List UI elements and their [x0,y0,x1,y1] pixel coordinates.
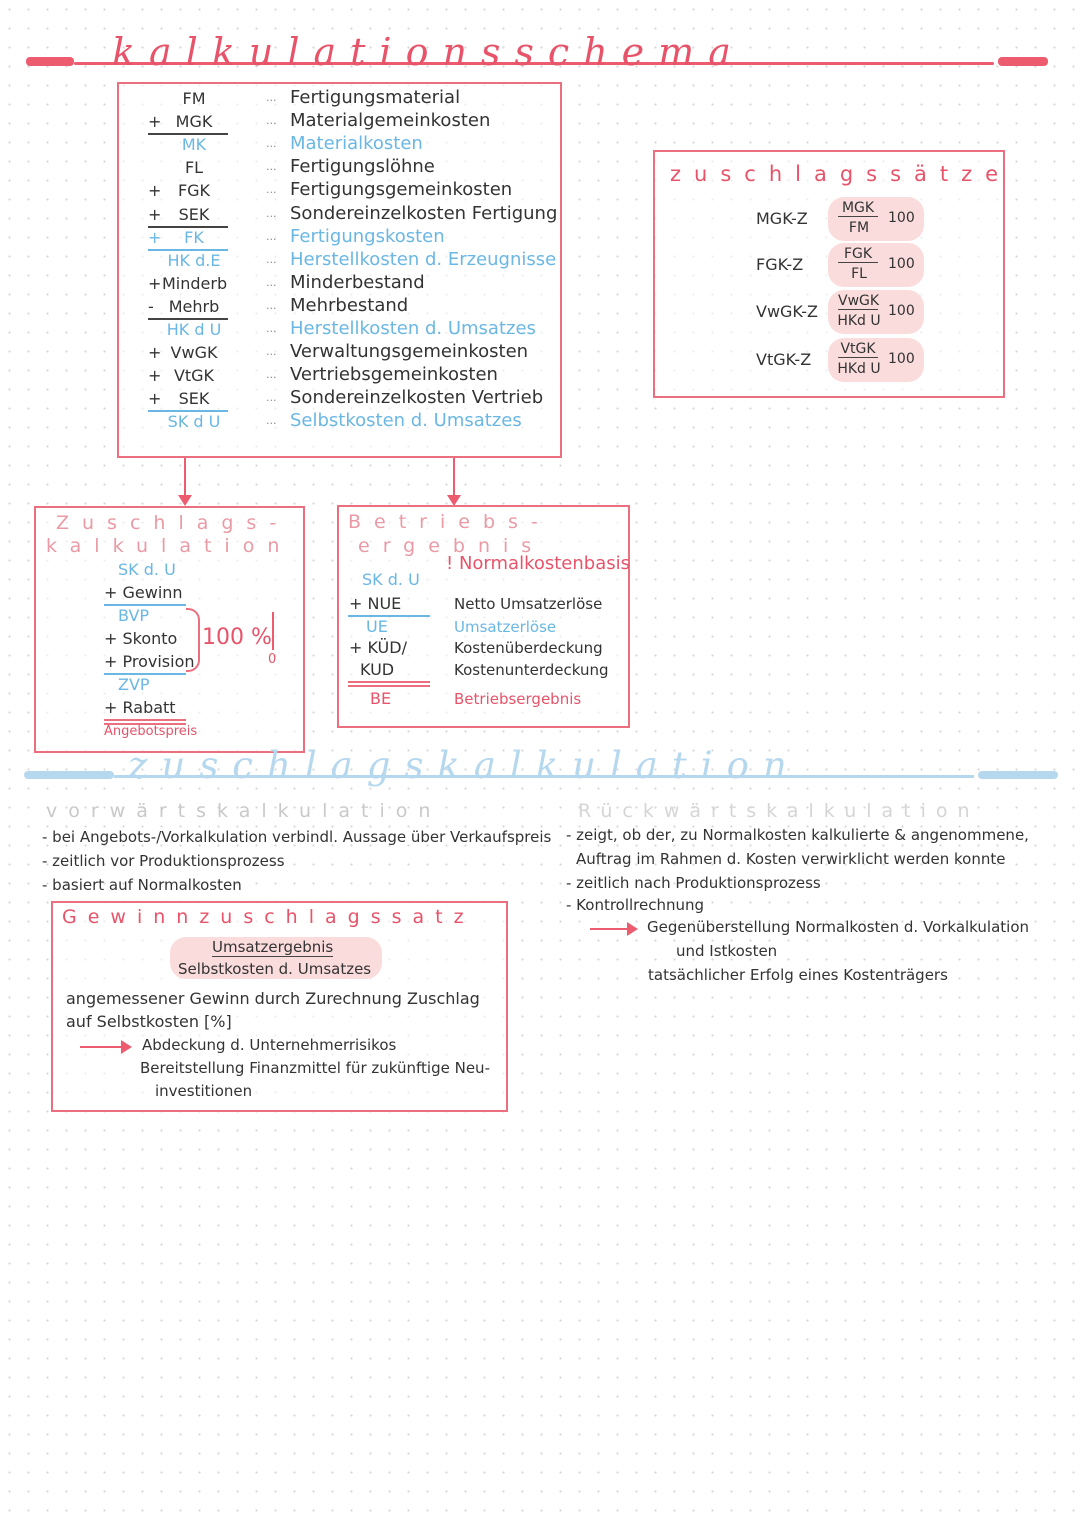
schema-desc: Sondereinzelkosten Fertigung [290,202,558,224]
vorwaerts-title: vorwärtskalkulation [46,800,442,822]
schema-leader: ... [266,391,277,405]
zk-row: + Provision [104,652,195,671]
schema-prefix: + [148,366,162,386]
schema-desc: Herstellkosten d. Erzeugnisse [290,248,557,270]
be-title-1: Betriebs- [348,511,551,533]
zk-row: BVP [118,606,150,625]
schema-abbr: FGK [177,181,211,201]
zs-factor: 100 [888,351,915,367]
zk-title-1: Zuschlags- [56,512,290,534]
main-title: kalkulationsschema [112,30,745,74]
brace [186,608,200,672]
schema-leader: ... [266,114,277,128]
zs-label: VtGK-Z [756,350,812,369]
be-abbr: BE [370,689,392,708]
schema-abbr: VtGK [173,366,215,386]
vorwaerts-bullet-1: - bei Angebots-/Vorkalkulation verbindl. Aussage über Verkaufspreis [42,828,552,846]
second-title: zuschlagskalkulation [128,744,801,787]
zs-factor: 100 [888,256,915,272]
be-abbr: UE [366,617,388,636]
be-abbr: KUD [360,660,395,679]
be-underline [348,615,430,617]
schema-abbr: Minderb [162,273,228,293]
rw-arrow-3: tatsächlicher Erfolg eines Kostenträgers [648,966,948,984]
schema-desc: Fertigungslöhne [290,156,435,178]
schema-desc: Verwaltungsgemeinkosten [290,341,529,363]
schema-desc: Materialkosten [290,133,423,155]
schema-leader: ... [266,252,277,266]
schema-desc: Materialgemeinkosten [290,110,491,132]
rueckwaerts-title: Rückwärtskalkulation [578,800,980,822]
schema-leader: ... [266,298,277,312]
schema-abbr: MK [181,135,207,155]
zs-numerator: VtGK [838,341,878,358]
schema-prefix: + [148,204,162,224]
zk-row: + Rabatt [104,698,176,717]
zk-row: ZVP [118,675,150,694]
schema-prefix: + [148,227,162,247]
zk-row: Angebotspreis [104,724,198,739]
zs-denominator: HKd U [837,361,881,377]
gz-arrow-1: Abdeckung d. Unternehmerrisikos [142,1036,397,1054]
zs-numerator: MGK [838,200,878,217]
be-desc: Netto Umsatzerlöse [454,595,603,613]
schema-prefix: + [148,112,162,132]
be-desc: Betriebsergebnis [454,690,582,708]
schema-prefix: - [148,296,154,316]
zk-underline [104,719,186,721]
be-desc: Umsatzerlöse [454,618,557,636]
arrow-to-zuschlagskalkulation [184,458,186,496]
be-abbr: SK d. U [362,570,420,589]
schema-leader: ... [266,183,277,197]
be-note: ! Normalkostenbasis [446,553,630,574]
schema-prefix: + [148,343,162,363]
zuschlagssaetze-title: zuschlagssätze [670,162,1012,186]
title-bar-right [998,57,1048,66]
schema-prefix: + [148,181,162,201]
schema-desc: Fertigungsmaterial [290,87,461,108]
zs-denominator: HKd U [837,313,881,329]
vorwaerts-bullet-2: - zeitlich vor Produktionsprozess [42,852,285,870]
rw-line-1: - zeigt, ob der, zu Normalkosten kalkulierte & angenommene, [566,826,1029,844]
be-underline [348,681,430,683]
rw-arrow-2: und Istkosten [676,942,778,960]
schema-abbr: SK d U [167,412,221,432]
zs-numerator: VwGK [838,293,880,309]
be-underline [348,685,430,687]
zs-label: FGK-Z [756,255,804,274]
be-abbr: + KÜD/ [349,638,407,657]
zs-label: MGK-Z [756,209,808,228]
schema-leader: ... [266,368,277,382]
vorwaerts-bullet-3: - basiert auf Normalkosten [42,876,242,894]
arrow-to-betriebsergebnis [453,458,455,496]
schema-abbr: FM [182,89,206,108]
schema-desc: Minderbestand [290,271,425,293]
be-abbr: + NUE [349,594,402,613]
gz-arrow [80,1046,122,1048]
zk-row: + Skonto [104,629,178,648]
formula-numerator: Umsatzergebnis [212,938,334,956]
gz-arrow-3: investitionen [155,1082,253,1100]
schema-leader: ... [266,322,277,335]
rw-line-2: Auftrag im Rahmen d. Kosten verwirklicht werden konnte [576,850,1006,868]
title2-bar-right [978,771,1058,779]
zk-row: SK d. U [118,560,176,579]
schema-prefix: + [148,273,162,293]
zs-factor: 100 [888,303,915,319]
schema-leader: ... [266,229,277,243]
zs-denominator: FM [848,220,870,236]
schema-leader: ... [266,345,277,359]
schema-abbr: Mehrb [168,296,220,316]
gz-text-2: auf Selbstkosten [%] [66,1012,232,1031]
zs-numerator: FGK [838,246,878,263]
schema-prefix: + [148,389,162,409]
gz-arrow-2: Bereitstellung Finanzmittel für zukünftige Neu- [140,1059,490,1077]
schema-abbr: SEK [178,389,210,409]
schema-leader: ... [266,206,277,220]
schema-leader: ... [266,275,277,289]
schema-desc: Fertigungskosten [290,225,445,247]
schema-desc: Sondereinzelkosten Vertrieb [290,387,544,409]
schema-abbr: HK d.E [167,250,221,270]
percent-zero: 0 [268,652,277,667]
schema-desc: Fertigungsgemeinkosten [290,179,513,201]
schema-abbr: HK d U [166,320,222,339]
be-desc: Kostenunterdeckung [454,661,609,679]
title-bar-left [26,57,74,66]
schema-leader: ... [266,414,277,428]
rw-arrow-1: Gegenüberstellung Normalkosten d. Vorkalkulation [647,918,1030,936]
schema-abbr: FL [184,158,204,178]
rw-line-4: - Kontrollrechnung [566,896,705,914]
schema-desc: Vertriebsgemeinkosten [290,364,498,386]
schema-abbr: SEK [178,204,210,224]
be-title-2: ergebnis [358,535,545,557]
rw-arrow [590,928,628,930]
gz-text-1: angemessener Gewinn durch Zurechnung Zuschlag [66,989,480,1008]
title2-bar-left [24,771,114,779]
zk-title-2: kalkulation [46,535,293,557]
zk-row: + Gewinn [104,583,183,602]
percent-bar [272,612,274,650]
be-desc: Kostenüberdeckung [454,639,603,657]
schema-leader: ... [266,137,277,151]
formula-denominator: Selbstkosten d. Umsatzes [178,960,372,978]
gewinnzuschlagssatz-title: Gewinnzuschlagssatz [62,906,475,928]
schema-abbr: MGK [175,112,213,132]
schema-abbr: FK [184,227,204,247]
schema-desc: Selbstkosten d. Umsatzes [290,410,522,432]
zs-factor: 100 [888,210,915,226]
percent-label: 100 % [202,625,272,650]
zs-label: VwGK-Z [756,302,818,321]
schema-leader: ... [266,160,277,174]
schema-leader: ... [266,91,277,104]
rw-line-3: - zeitlich nach Produktionsprozess [566,874,821,892]
schema-desc: Mehrbestand [290,294,409,316]
schema-abbr: VwGK [170,343,218,363]
schema-desc: Herstellkosten d. Umsatzes [290,318,536,339]
zs-denominator: FL [851,266,867,282]
